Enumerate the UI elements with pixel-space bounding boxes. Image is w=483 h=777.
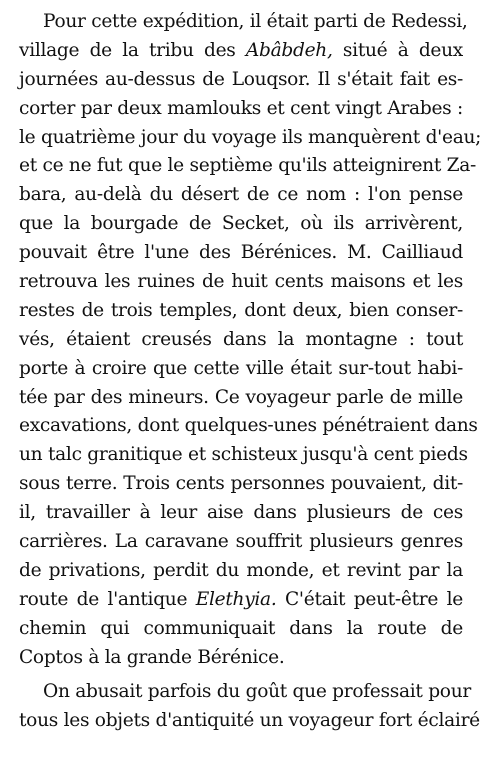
text-run: de privations, perdit du monde, et revint par la — [19, 559, 463, 581]
text-line — [19, 95, 463, 124]
text-run: que la bourgade de Secket, où ils arrivèrent, — [19, 213, 463, 235]
paragraph — [19, 8, 482, 672]
text-run: Coptos à la grande Bérénice. — [19, 646, 285, 668]
text-line — [19, 326, 463, 355]
text-line — [19, 268, 463, 297]
text-run: restes de trois temples, dont deux, bien conser- — [19, 299, 463, 321]
text-run: et ce ne fut que le septième qu'ils atteignirent Za- — [19, 155, 476, 177]
text-line — [19, 124, 482, 153]
text-run: C'était peut-être le — [276, 588, 463, 610]
text-line — [19, 586, 463, 615]
text-run: sous terre. Trois cents personnes pouvaient, dit- — [19, 473, 463, 495]
text-run: corter par deux mamlouks et cent vingt Arabes : — [19, 97, 463, 119]
text-run: il, travailler à leur aise dans plusieurs de ces — [19, 502, 463, 524]
text-line — [19, 384, 463, 413]
text-run: journées au-dessus de Louqsor. Il s'était fait es- — [19, 68, 463, 90]
text-run: situé à deux — [332, 39, 463, 61]
text-line — [19, 297, 463, 326]
italic-term: Elethyia. — [195, 588, 277, 610]
text-line — [19, 615, 463, 644]
text-run: chemin qui communiquait dans la route de — [19, 617, 463, 639]
text-line — [19, 152, 476, 181]
text-line — [19, 181, 463, 210]
text-line — [19, 412, 478, 441]
text-line — [19, 355, 463, 384]
paragraph — [19, 678, 480, 736]
text-run: porte à croire que cette ville était sur-tout habi- — [19, 357, 463, 379]
text-run: On abusait parfois du goût que professait pour — [43, 681, 471, 703]
italic-term: Abâbdeh, — [245, 39, 333, 61]
text-line — [19, 8, 468, 37]
text-line — [19, 239, 463, 268]
text-line — [19, 707, 480, 736]
text-line — [19, 470, 463, 499]
text-run: village de la tribu des — [19, 39, 246, 61]
text-run: excavations, dont quelques-unes pénétraient dans — [19, 415, 478, 437]
text-line — [19, 210, 463, 239]
text-run: carrières. La caravane souffrit plusieurs genres — [19, 531, 463, 553]
text-run: tous les objets d'antiquité un voyageur fort éclairé — [19, 710, 480, 732]
text-line — [19, 528, 463, 557]
text-run: le quatrième jour du voyage ils manquèrent d'eau; — [19, 126, 482, 148]
text-run: un talc granitique et schisteux jusqu'à cent pieds — [19, 444, 468, 466]
text-run: tée par des mineurs. Ce voyageur parle de mille — [19, 386, 463, 408]
text-line — [19, 37, 463, 66]
text-run: bara, au-delà du désert de ce nom : l'on pense — [19, 184, 463, 206]
text-line — [19, 499, 463, 528]
text-run: vés, étaient creusés dans la montagne : tout — [19, 328, 463, 350]
text-line — [19, 644, 463, 673]
text-run: retrouva les ruines de huit cents maisons et les — [19, 271, 463, 293]
text-line — [19, 557, 463, 586]
text-run: pouvait être l'une des Bérénices. M. Cailliaud — [19, 242, 463, 264]
text-line — [19, 678, 471, 707]
text-line — [19, 66, 463, 95]
text-line — [19, 441, 468, 470]
body-text — [19, 8, 482, 736]
text-run: route de l'antique — [19, 588, 196, 610]
text-run: Pour cette expédition, il était parti de Redessi, — [43, 11, 468, 32]
